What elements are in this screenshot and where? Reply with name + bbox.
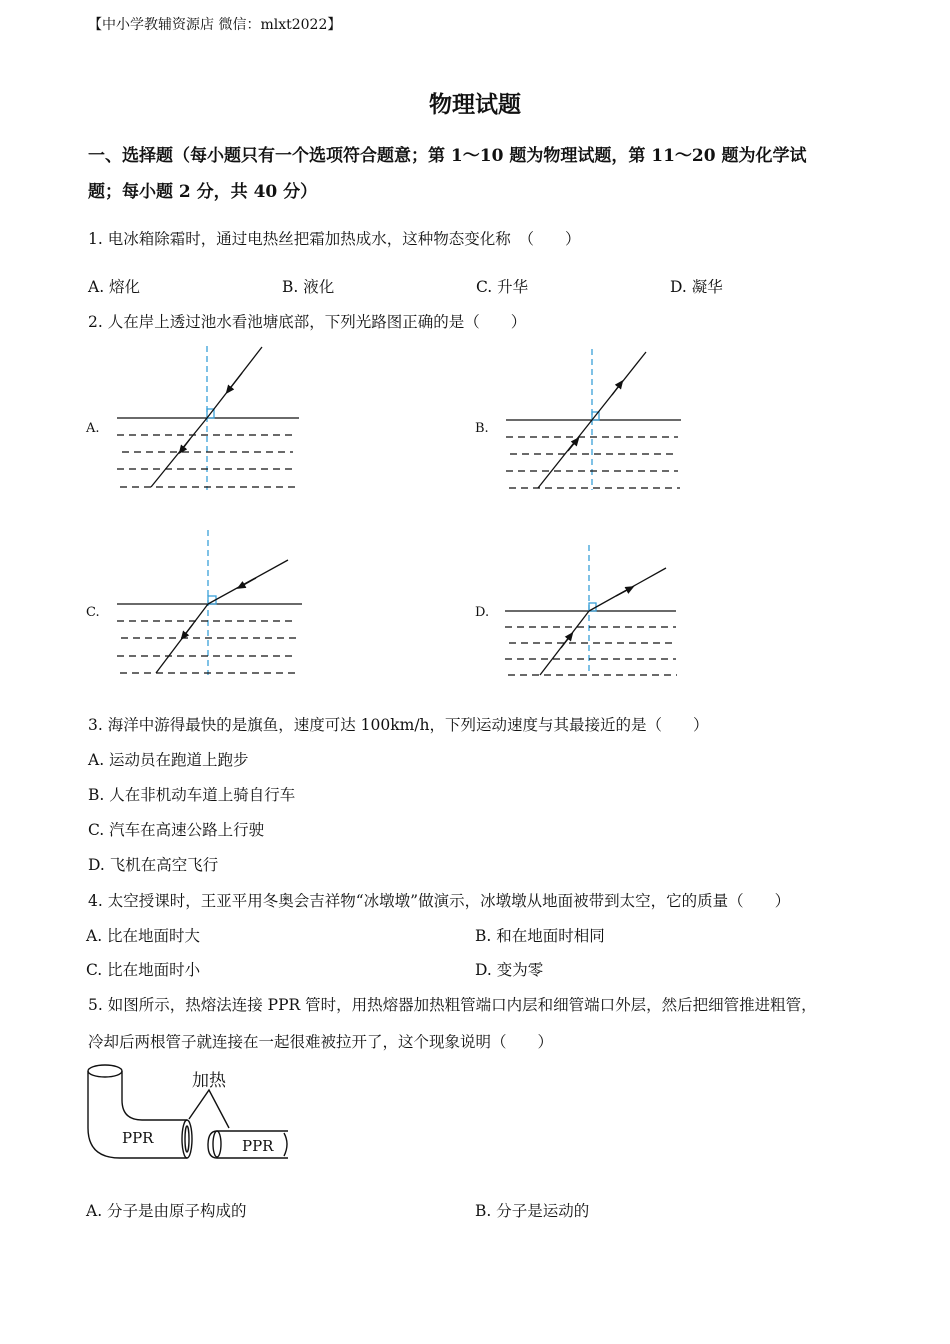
q1-option-b: B. 液化: [282, 278, 335, 296]
q4-option-d: D. 变为零: [475, 961, 544, 979]
q5-option-b: B. 分子是运动的: [475, 1202, 590, 1220]
diagram-a: [117, 346, 299, 490]
section-heading-line1: 一、选择题（每小题只有一个选项符合题意；第 1～10 题为物理试题，第 11～20 题为化学试: [88, 146, 807, 166]
q1-option-c: C. 升华: [476, 278, 529, 296]
q4-option-a: A. 比在地面时大: [86, 927, 201, 945]
q1-stem: 1. 电冰箱除霜时，通过电热丝把霜加热成水，这种物态变化称 （ ）: [88, 230, 581, 248]
q5-stem-line2: 冷却后两根管子就连接在一起很难被拉开了，这个现象说明（ ）: [88, 1033, 554, 1051]
q5-option-a: A. 分子是由原子构成的: [86, 1202, 247, 1220]
q2-label-a: A.: [86, 421, 100, 436]
q1-option-d: D. 凝华: [670, 278, 723, 296]
q3-option-b: B. 人在非机动车道上骑自行车: [88, 786, 296, 804]
q4-option-c: C. 比在地面时小: [86, 961, 201, 979]
q2-label-b: B.: [475, 421, 489, 436]
q3-option-c: C. 汽车在高速公路上行驶: [88, 821, 265, 839]
diagram-b: [506, 349, 681, 490]
header-watermark: 【中小学教辅资源店 微信：mlxt2022】: [88, 17, 342, 33]
q2-label-c: C.: [86, 605, 100, 620]
q2-stem: 2. 人在岸上透过池水看池塘底部，下列光路图正确的是（ ）: [88, 313, 527, 331]
q1-option-a: A. 熔化: [88, 278, 141, 296]
q5-pipe-label-left: PPR: [122, 1129, 154, 1147]
q5-heat-label: 加热: [192, 1071, 226, 1091]
diagram-d: [505, 545, 677, 675]
q3-option-d: D. 飞机在高空飞行: [88, 856, 219, 874]
q3-option-a: A. 运动员在跑道上跑步: [88, 751, 249, 769]
q5-stem-line1: 5. 如图所示，热熔法连接 PPR 管时，用热熔器加热粗管端口内层和细管端口外层，然后把细管推进粗管，: [88, 996, 817, 1014]
q4-stem: 4. 太空授课时，王亚平用冬奥会吉祥物“冰墩墩”做演示，冰墩墩从地面被带到太空，它的质量（ ）: [88, 892, 791, 910]
q4-option-b: B. 和在地面时相同: [475, 927, 605, 945]
q3-stem: 3. 海洋中游得最快的是旗鱼，速度可达 100km/h，下列运动速度与其最接近的是（ ）: [88, 716, 709, 734]
page-title: 物理试题: [429, 91, 521, 118]
diagram-c: [117, 530, 302, 675]
section-heading-line2: 题；每小题 2 分，共 40 分）: [88, 182, 318, 202]
q2-label-d: D.: [475, 605, 490, 620]
q5-pipe-label-right: PPR: [242, 1137, 274, 1155]
